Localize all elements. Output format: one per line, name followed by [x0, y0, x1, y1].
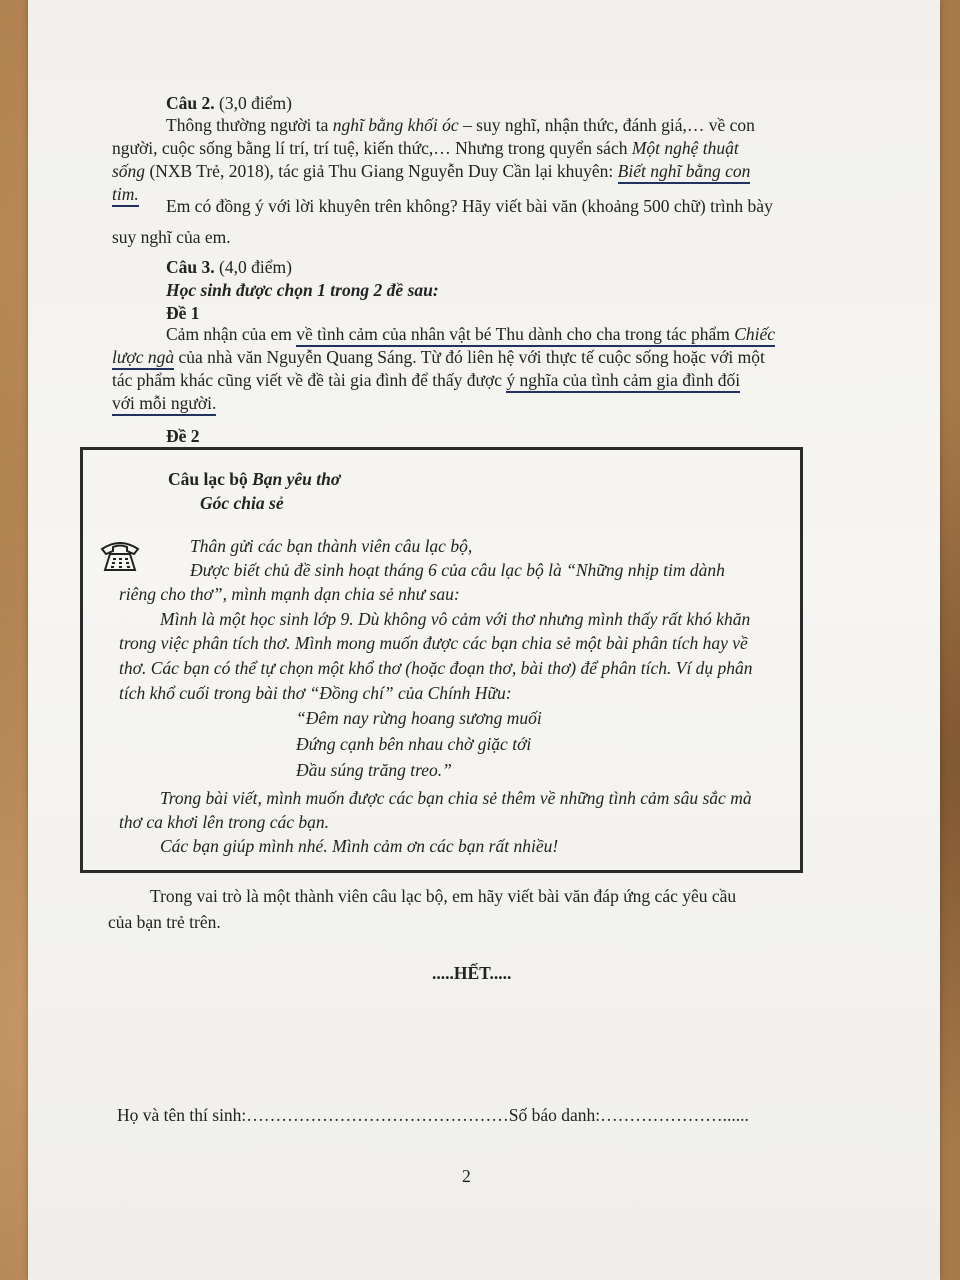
club-title: Bạn yêu thơ	[252, 469, 341, 489]
text-run: (NXB Trẻ, 2018), tác giả Thu Giang Nguyễn Duy Cần lại khuyên:	[145, 161, 618, 181]
cau3-instruction: Học sinh được chọn 1 trong 2 đề sau:	[166, 280, 439, 300]
text-run: người, cuộc sống bằng lí trí, trí tuệ, kiến thức,… Nhưng trong quyển sách	[112, 138, 632, 158]
text-run: Cảm nhận của em	[166, 324, 297, 344]
book-title: sống	[112, 161, 146, 181]
closing-line-2: của bạn trẻ trên.	[108, 912, 221, 932]
cau2-line-5: Em có đồng ý với lời khuyên trên không? Hãy viết bài văn (khoảng 500 chữ) trình bày	[166, 196, 773, 216]
poem-line-2: Đứng cạnh bên nhau chờ giặc tới	[296, 734, 532, 754]
de2-title: Đề 2	[166, 426, 200, 446]
box-line-12: thơ ca khơi lên trong các bạn.	[119, 812, 329, 832]
box-line-4: Mình là một học sinh lớp 9. Dù không vô cảm với thơ nhưng mình thấy rất khó khăn	[160, 609, 751, 629]
cau3-heading: Câu 3.	[166, 257, 215, 277]
cau3-points: (4,0 điểm)	[214, 257, 292, 277]
box-line-3: riêng cho thơ”, mình mạnh dạn chia sẻ như sau:	[119, 584, 460, 604]
quote-underlined: Biết nghĩ bằng con	[618, 161, 751, 184]
corner-title: Góc chia sẻ	[200, 493, 284, 513]
de1-line-2	[112, 346, 765, 368]
cau2-line-1	[166, 114, 755, 136]
de1-line-1	[166, 323, 775, 345]
text-run: Thông thường người ta	[166, 115, 333, 135]
quote-underlined: tim.	[112, 184, 139, 207]
text-run: – suy nghĩ, nhận thức, đánh giá,… về con	[458, 115, 755, 135]
box-line-11: Trong bài viết, mình muốn được các bạn chia sẻ thêm về những tình cảm sâu sắc mà	[160, 788, 752, 808]
candidate-info-line: Họ và tên thí sinh:………………………………………Số báo danh:…………………......	[117, 1105, 749, 1125]
end-marker: .....HẾT.....	[432, 963, 512, 983]
cau2-heading: Câu 2.	[166, 93, 215, 113]
box-line-13: Các bạn giúp mình nhé. Mình cảm ơn các bạn rất nhiều!	[160, 836, 559, 856]
text-run: tác phẩm khác cũng viết về đề tài gia đình để thấy được	[112, 370, 507, 390]
work-title: Chiếc	[734, 324, 775, 347]
text-run: của nhà văn Nguyễn Quang Sáng. Từ đó liên hệ với thực tế cuộc sống hoặc với một	[174, 347, 765, 367]
de1-line-3	[112, 369, 740, 391]
italic-run: nghĩ bằng khối óc	[332, 115, 459, 135]
underlined-run: về tình cảm của nhân vật bé Thu dành cho cha trong tác phẩm	[296, 324, 734, 347]
text-run: Câu lạc bộ	[168, 469, 253, 489]
club-name	[168, 468, 340, 490]
box-line-7: tích khổ cuối trong bài thơ “Đồng chí” của Chính Hữu:	[119, 683, 512, 703]
box-line-1: Thân gửi các bạn thành viên câu lạc bộ,	[190, 536, 473, 556]
work-title: lược ngà	[112, 347, 174, 370]
box-line-6: thơ. Các bạn có thể tự chọn một khổ thơ (hoặc đoạn thơ, bài thơ) để phân tích. Ví dụ phân	[119, 658, 753, 678]
de1-title: Đề 1	[166, 303, 200, 323]
box-line-5: trong việc phân tích thơ. Mình mong muốn được các bạn chia sẻ một bài phân tích hay về	[119, 633, 748, 653]
cau2-line-3	[112, 160, 750, 182]
de1-line-4	[112, 392, 216, 414]
cau3-heading-line	[166, 256, 292, 278]
page-number: 2	[462, 1166, 471, 1186]
underlined-run: với mỗi người.	[112, 393, 216, 416]
cau2-line-2	[112, 137, 739, 159]
cau2-line-6: suy nghĩ của em.	[112, 227, 231, 247]
box-line-2: Được biết chủ đề sinh hoạt tháng 6 của câu lạc bộ là “Những nhịp tim dành	[190, 560, 725, 580]
poem-line-3: Đầu súng trăng treo.”	[296, 760, 452, 780]
cau2-points: (3,0 điểm)	[214, 93, 292, 113]
cau2-line-4	[112, 183, 139, 205]
book-title: Một nghệ thuật	[631, 138, 739, 158]
poem-line-1: “Đêm nay rừng hoang sương muối	[296, 708, 542, 728]
telephone-icon	[99, 537, 141, 573]
cau2-heading-line	[166, 92, 292, 114]
underlined-run: ý nghĩa của tình cảm gia đình đối	[506, 370, 740, 393]
closing-line-1: Trong vai trò là một thành viên câu lạc bộ, em hãy viết bài văn đáp ứng các yêu cầu	[150, 886, 737, 906]
